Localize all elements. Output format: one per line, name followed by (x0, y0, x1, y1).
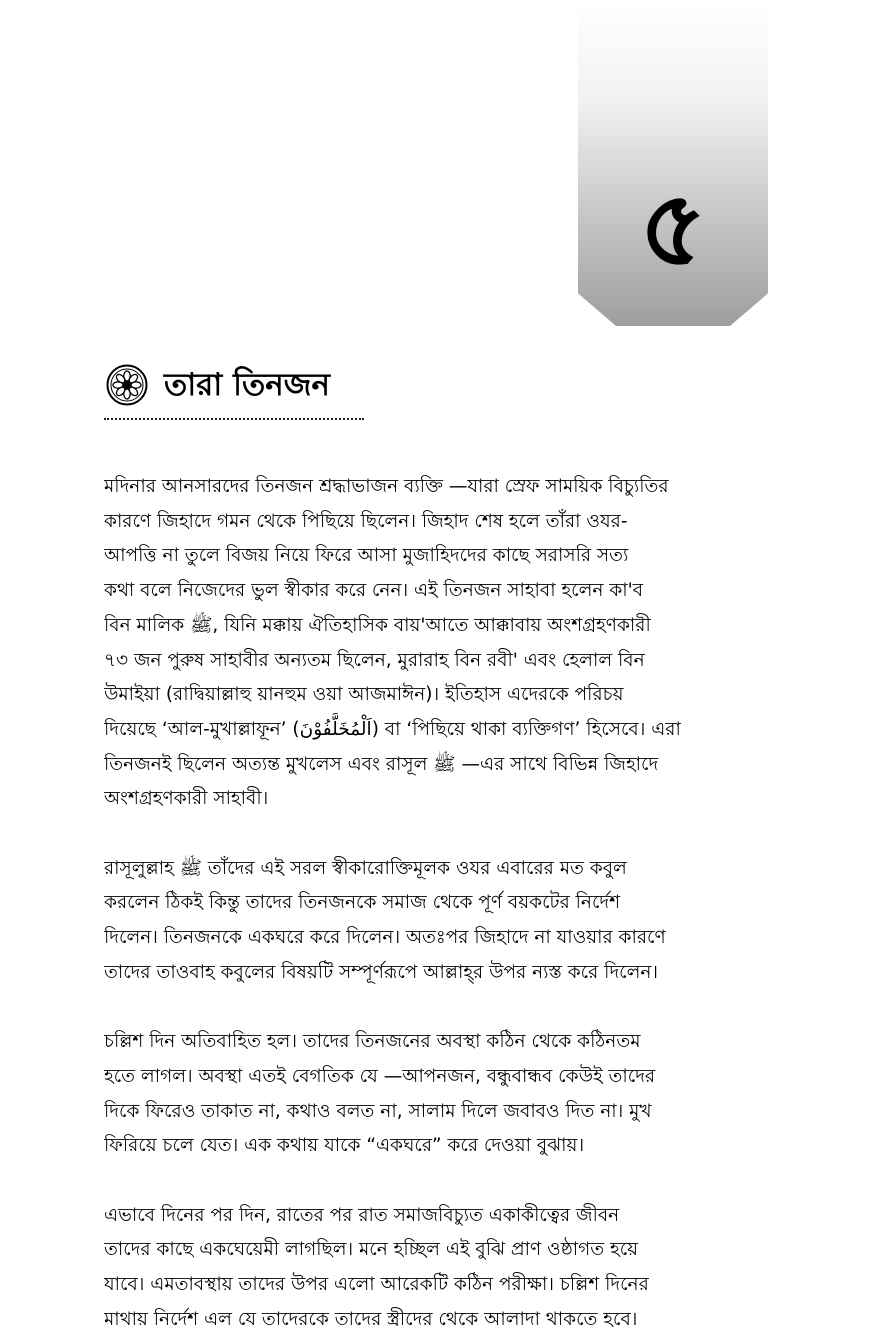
body-text (104, 470, 768, 1338)
paragraph (104, 1199, 768, 1338)
text-line: কথা বলে নিজেদের ভুল স্বীকার করে নেন। এই তিনজন সাহাবা হলেন কা'ব (104, 580, 644, 602)
section-title: তারা তিনজন (164, 367, 330, 403)
text-line: মদিনার আনসারদের তিনজন শ্রদ্ধাভাজন ব্যক্তি —যারা স্রেফ সাময়িক বিচ্যুতির (104, 476, 669, 497)
chapter-number: ৫ (639, 167, 707, 289)
text-line: মাথায় নির্দেশ এল যে তাদেরকে তাদের স্ত্রীদের থেকে আলাদা থাকতে হবে। (104, 1308, 638, 1330)
text-line: তিনজনই ছিলেন অত্যন্ত মুখলেস এবং রাসূল ﷺ —এর সাথে বিভিন্ন জিহাদে (104, 753, 659, 775)
text-line: দিলেন। তিনজনকে একঘরে করে দিলেন। অতঃপর জিহাদে না যাওয়ার কারণে (104, 927, 666, 949)
text-line: অংশগ্রহণকারী সাহাবী। (104, 788, 269, 810)
text-line: আপত্তি না তুলে বিজয় নিয়ে ফিরে আসা মুজাহিদদের কাছে সরাসরি সত্য (104, 545, 629, 567)
paragraph (104, 1025, 768, 1164)
text-line: তাদের তাওবাহ কবুলের বিষয়টি সম্পূর্ণরূপে আল্লাহ্‌র উপর ন্যস্ত করে দিলেন। (104, 961, 659, 983)
text-line: তাদের কাছে একঘেয়েমী লাগছিল। মনে হচ্ছিল এই বুঝি প্রাণ ওষ্ঠাগত হয়ে (104, 1239, 639, 1261)
paragraph (104, 852, 768, 991)
text-line: ফিরিয়ে চলে যেত। এক কথায় যাকে “একঘরে” করে দেওয়া বুঝায়। (104, 1135, 585, 1157)
text-line: রাসূলুল্লাহ ﷺ তাঁদের এই সরল স্বীকারোক্তিমূলক ওযর এবারের মত কবুল (104, 857, 627, 879)
section-heading (106, 362, 330, 408)
text-line: বিন মালিক ﷺ, যিনি মক্কায় ঐতিহাসিক বায়'আতে আক্কাবায় অংশগ্রহণকারী (104, 614, 651, 636)
text-line: উমাইয়া (রাদ্বিয়াল্লাহু য়ানহুম ওয়া আজমাঈন)। ইতিহাস এদেরকে পরিচয় (104, 684, 624, 706)
heading-divider (104, 418, 364, 420)
text-line: করলেন ঠিকই কিন্তু তাদের তিনজনকে সমাজ থেকে পূর্ণ বয়কটের নির্দেশ (104, 892, 621, 914)
text-line: কারণে জিহাদে গমন থেকে পিছিয়ে ছিলেন। জিহাদ শেষ হলে তাঁরা ওযর- (104, 510, 628, 532)
text-line: ৭৩ জন পুরুষ সাহাবীর অন্যতম ছিলেন, মুরারাহ বিন রবী' এবং হেলাল বিন (104, 649, 645, 671)
text-line: চল্লিশ দিন অতিবাহিত হল। তাদের তিনজনের অবস্থা কঠিন থেকে কঠিনতম (104, 1031, 641, 1053)
paragraph (104, 470, 768, 817)
text-line: হতে লাগল। অবস্থা এতই বেগতিক যে —আপনজন, বন্ধুবান্ধব কেউই তাদের (104, 1065, 656, 1087)
ornament-flower-icon (106, 364, 148, 406)
text-line: এভাবে দিনের পর দিন, রাতের পর রাত সমাজবিচ্যুত একাকীত্বের জীবন (104, 1204, 620, 1226)
text-line: দিয়েছে ‘আল-মুখাল্লাফূন’ (اَلْمُخَلَّفُوْنَ) বা ‘পিছিয়ে থাকা ব্যক্তিগণ’ হিসেবে। এরা (104, 718, 681, 740)
text-line: যাবে। এমতাবস্থায় তাদের উপর এলো আরেকটি কঠিন পরীক্ষা। চল্লিশ দিনের (104, 1274, 649, 1296)
text-line: দিকে ফিরেও তাকাত না, কথাও বলত না, সালাম দিলে জবাবও দিত না। মুখ (104, 1100, 652, 1122)
